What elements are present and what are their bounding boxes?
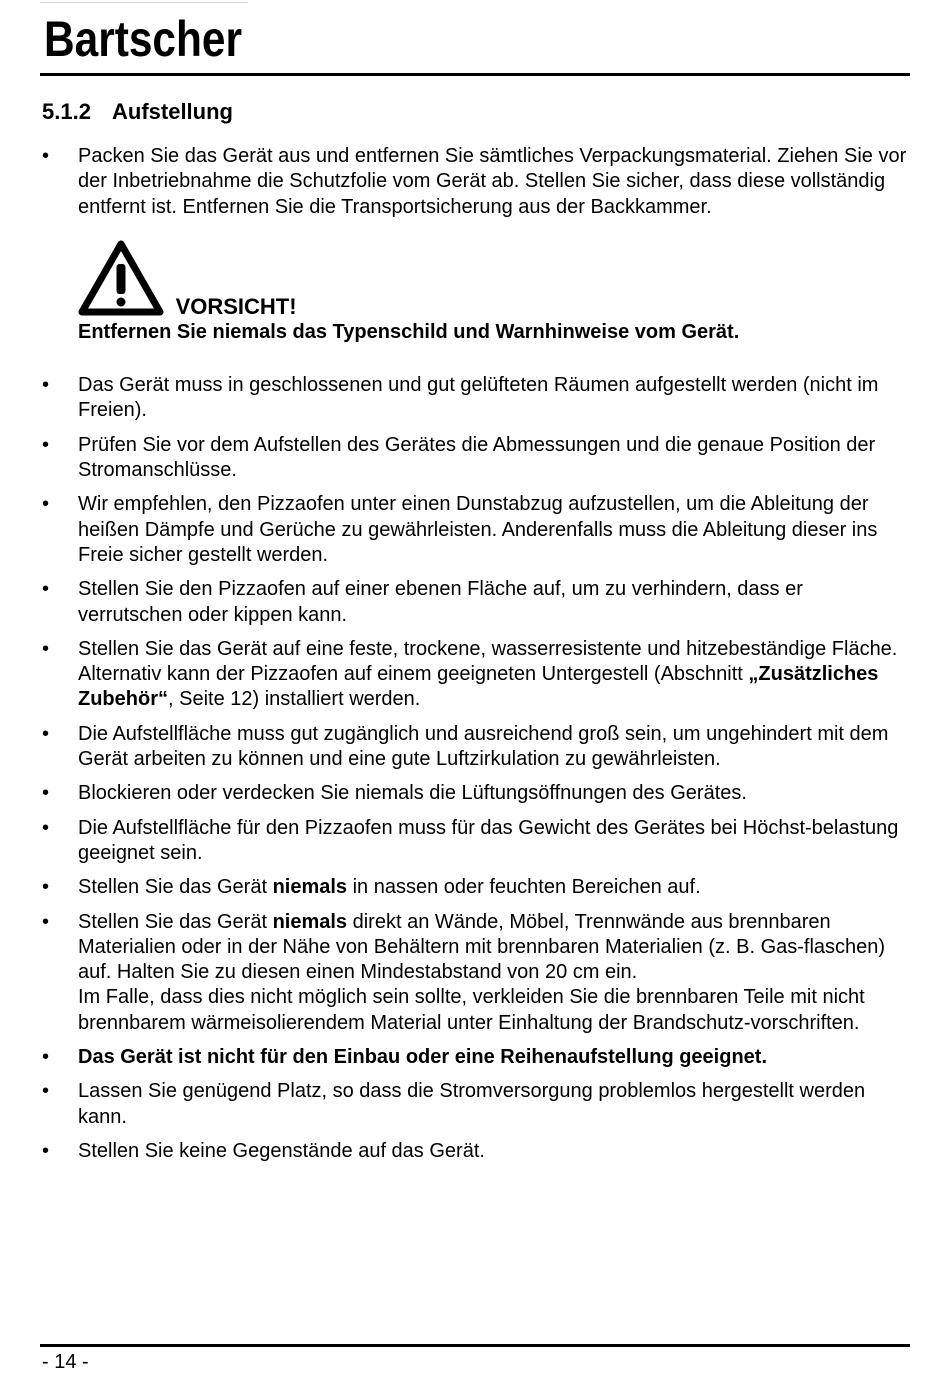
bullet-icon: • xyxy=(42,145,50,167)
list-item xyxy=(42,373,910,424)
bullet-icon: • xyxy=(42,876,50,899)
list-item-text: Stellen Sie das Gerät xyxy=(78,876,273,899)
bullet-icon: • xyxy=(42,1080,50,1103)
list-item-text: Stellen Sie den Pizzaofen auf einer ebenen Fläche auf, um zu verhindern, dass er verrutschen oder kippen kann. xyxy=(78,578,803,626)
section-number: 5.1.2 xyxy=(42,99,91,124)
footer-rule xyxy=(40,1344,910,1347)
list-item-text: Das Gerät muss in geschlossenen und gut gelüfteten Räumen aufgestellt werden (nicht im Freien). xyxy=(78,374,879,422)
list-item xyxy=(42,816,910,867)
emphasis: niemals xyxy=(272,910,348,933)
emphasis: niemals xyxy=(272,876,348,899)
bullet-icon: • xyxy=(42,782,50,805)
bullet-icon: • xyxy=(42,433,50,456)
list-item-text: direkt an Wände, Möbel, Trennwände aus brennbaren Materialien oder in der Nähe von Behältern mit brennbaren Materialien (z. B. Gas-flaschen) auf. Halten Sie zu diesen einen Mindestabstand von 20 cm ein. xyxy=(78,910,886,984)
list-item-text: Blockieren oder verdecken Sie niemals die Lüftungsöffnungen des Gerätes. xyxy=(78,782,747,805)
page-number: - 14 - xyxy=(42,1351,89,1373)
list-item xyxy=(42,875,910,900)
instruction-list xyxy=(42,144,910,1173)
warning-triangle-icon xyxy=(78,240,164,316)
bullet-icon: • xyxy=(42,374,50,397)
list-item-text: Stellen Sie das Gerät auf eine feste, trockene, wasserresistente und hitzebeständige Fläche. Alternativ kann der Pizzaofen auf einem geeigneten Untergestell (Abschnitt xyxy=(78,637,898,686)
bullet-icon: • xyxy=(42,1046,50,1069)
warning-title: VORSICHT! xyxy=(175,293,297,319)
bullet-icon: • xyxy=(42,578,50,601)
list-item-text: Die Aufstellfläche muss gut zugänglich und ausreichend groß sein, um ungehindert mit dem Gerät arbeiten zu können und eine gute Luftzirkulation zu gewährleisten. xyxy=(78,722,889,771)
list-item xyxy=(42,144,910,220)
bullet-icon: • xyxy=(42,1139,50,1162)
list-item-text: Packen Sie das Gerät aus und entfernen Sie sämtliches Verpackungsmaterial. Ziehen Sie vor der Inbetriebnahme die Schutzfolie vom Gerät ab. Stellen Sie sicher, dass diese vollständig entfernt ist. Entfernen Sie die Transportsicherung aus der Backkammer. xyxy=(78,145,907,218)
logo-frame-line xyxy=(40,2,248,3)
list-item-text: Prüfen Sie vor dem Aufstellen des Gerätes die Abmessungen und die genaue Position der Stromanschlüsse. xyxy=(78,433,876,482)
list-item xyxy=(42,433,910,484)
list-item xyxy=(42,1045,910,1070)
warning-box xyxy=(42,240,910,345)
header-rule xyxy=(40,73,910,76)
list-item xyxy=(42,722,910,773)
list-item-text: Das Gerät ist nicht für den Einbau oder eine Reihenaufstellung geeignet. xyxy=(78,1046,768,1069)
list-item-text: in nassen oder feuchten Bereichen auf. xyxy=(347,876,701,899)
list-item-text: Im Falle, dass dies nicht möglich sein sollte, verkleiden Sie die brennbaren Teile mit nicht brennbarem wärmeisolierendem Material unter Einhaltung der Brandschutz-vorschriften. xyxy=(78,986,865,1034)
cross-reference: „Zusätzliches Zubehör“ xyxy=(78,663,879,711)
list-item xyxy=(42,1079,910,1130)
list-item xyxy=(42,637,910,713)
bullet-icon: • xyxy=(42,637,50,660)
bartscher-logo xyxy=(44,6,248,70)
list-item xyxy=(42,781,910,806)
section-title: Aufstellung xyxy=(112,99,233,124)
bullet-icon: • xyxy=(42,910,50,933)
section-heading xyxy=(42,98,233,126)
warning-text: Entfernen Sie niemals das Typenschild und Warnhinweise vom Gerät. xyxy=(78,320,740,343)
list-item-text: Stellen Sie keine Gegenstände auf das Gerät. xyxy=(78,1139,485,1162)
list-item-text: , Seite 12) installiert werden. xyxy=(168,688,421,711)
bullet-icon: • xyxy=(42,722,50,745)
list-item xyxy=(42,577,910,628)
list-item-text: Lassen Sie genügend Platz, so dass die Stromversorgung problemlos hergestellt werden kann. xyxy=(78,1080,866,1128)
list-item xyxy=(42,910,910,1036)
logo-text: Bartscher xyxy=(44,11,242,67)
list-item xyxy=(42,492,910,568)
bullet-icon: • xyxy=(42,816,50,839)
list-item-text: Stellen Sie das Gerät xyxy=(78,910,273,933)
list-item xyxy=(42,1139,910,1164)
bullet-icon: • xyxy=(42,493,50,516)
list-item-text: Wir empfehlen, den Pizzaofen unter einen Dunstabzug aufzustellen, um die Ableitung der heißen Dämpfe und Gerüche zu gewährleisten. Anderenfalls muss die Ableitung dieser ins Freie sicher gestellt werden. xyxy=(78,493,878,566)
list-item-text: Die Aufstellfläche für den Pizzaofen muss für das Gewicht des Gerätes bei Höchst-belastung geeignet sein. xyxy=(78,816,899,864)
